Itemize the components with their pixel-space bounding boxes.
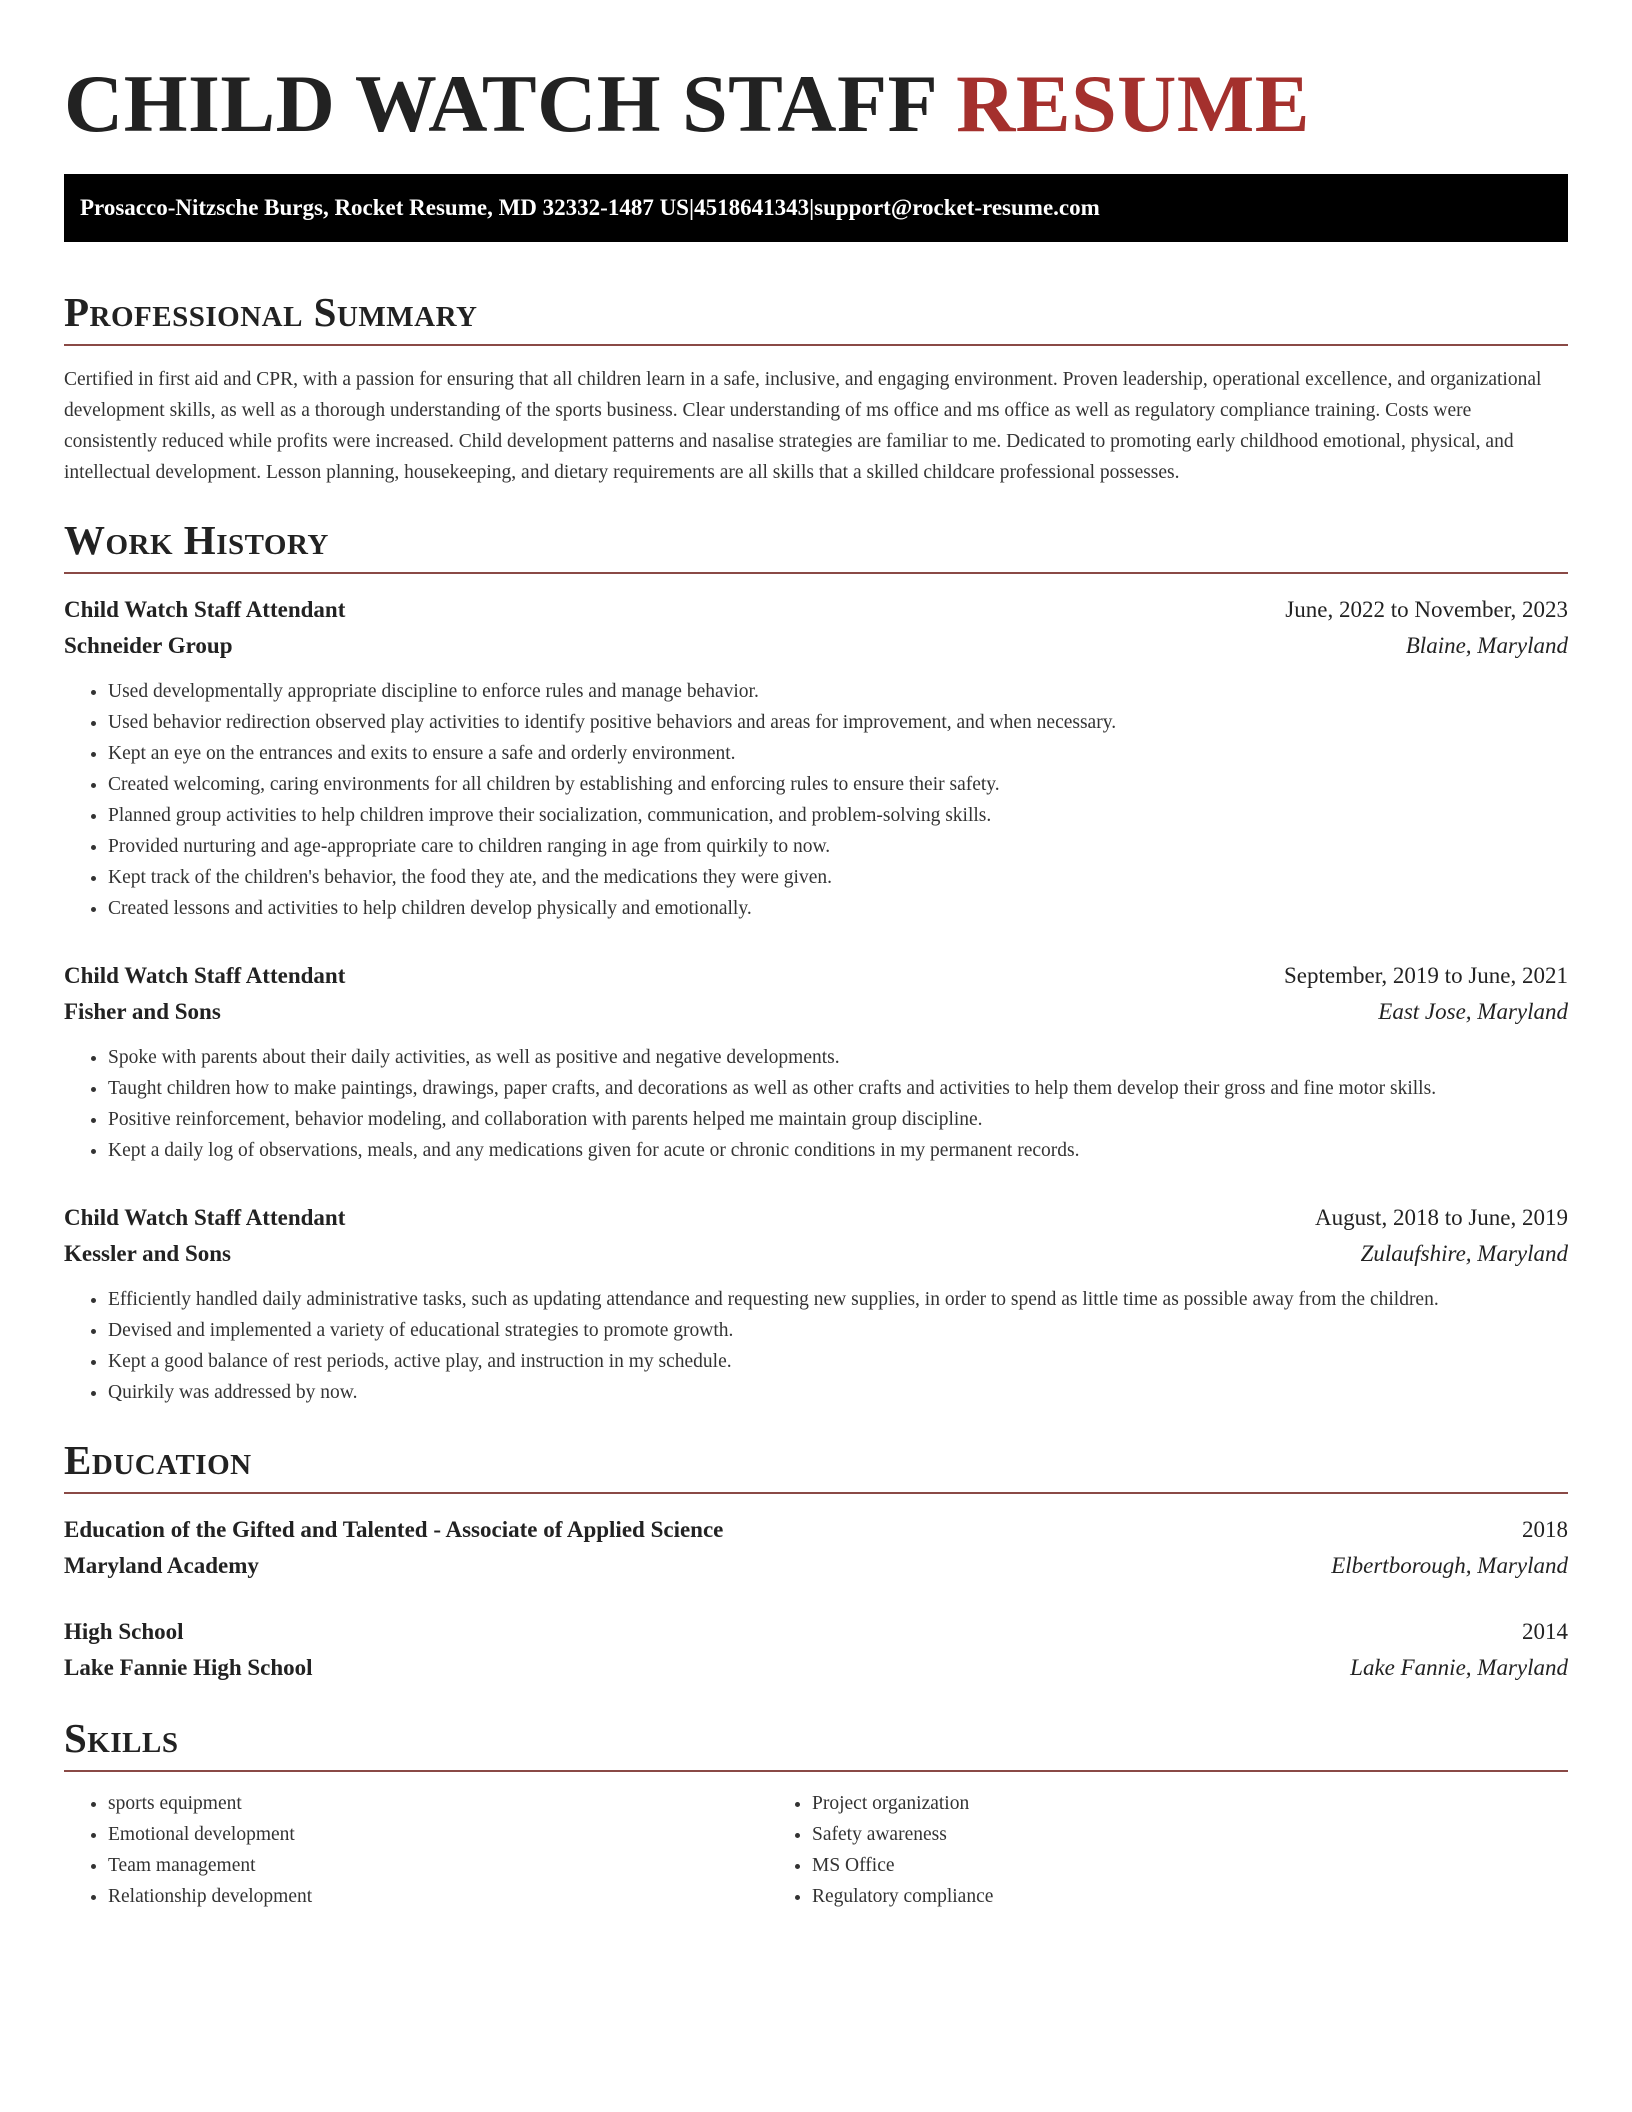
job-bullets xyxy=(64,1284,1568,1408)
job-title: Child Watch Staff Attendant xyxy=(64,963,346,988)
skill-item: • Safety awareness xyxy=(812,1819,1456,1850)
job-dates: August, 2018 to June, 2019 xyxy=(1315,1205,1568,1230)
education-location: Elbertborough, Maryland xyxy=(1331,1553,1568,1578)
education-year: 2018 xyxy=(1522,1517,1568,1542)
list-item: • Kept a good balance of rest periods, active play, and instruction in my schedule. xyxy=(108,1346,1568,1377)
skills-heading: Skills xyxy=(64,1714,1568,1772)
page-title xyxy=(64,56,1568,152)
list-item: • Spoke with parents about their daily activities, as well as positive and negative developments. xyxy=(108,1042,1568,1073)
contact-separator: | xyxy=(688,195,695,220)
summary-text: Certified in first aid and CPR, with a passion for ensuring that all children learn in a safe, inclusive, and engaging environment. Proven leadership, operational excellence, and organizational development skills, as well as a thorough understanding of the sports business. Clear understanding of ms office and ms office as well as regulatory compliance training. Costs were consistently reduced while profits were increased. Child development patterns and nasalise strategies are familiar to me. Dedicated to promoting early childhood emotional, physical, and intellectual development. Lesson planning, housekeeping, and dietary requirements are all skills that a skilled childcare professional possesses. xyxy=(64,369,1542,483)
job-entry xyxy=(64,1200,1568,1408)
list-item: • Created welcoming, caring environments for all children by establishing and enforcing rules to ensure their safety. xyxy=(108,769,1568,800)
job-company: Schneider Group xyxy=(64,633,233,658)
education-row-school xyxy=(64,1650,1568,1686)
list-item: • Used developmentally appropriate discipline to enforce rules and manage behavior. xyxy=(108,676,1568,707)
education-year: 2014 xyxy=(1522,1619,1568,1644)
skill-item: • MS Office xyxy=(812,1850,1456,1881)
skills-column-left xyxy=(64,1788,760,1912)
contact-bar xyxy=(64,174,1568,242)
job-row-company xyxy=(64,1236,1568,1272)
work-history-heading: Work History xyxy=(64,516,1568,574)
skill-item: • Relationship development xyxy=(108,1881,760,1912)
job-row-company xyxy=(64,994,1568,1030)
skill-item: • Team management xyxy=(108,1850,760,1881)
skills-list xyxy=(64,1788,1568,1912)
title-accent: RESUME xyxy=(956,58,1310,149)
job-title: Child Watch Staff Attendant xyxy=(64,597,346,622)
job-location: Zulaufshire, Maryland xyxy=(1360,1241,1568,1266)
education-school: Lake Fannie High School xyxy=(64,1655,313,1680)
job-row-company xyxy=(64,628,1568,664)
contact-separator: | xyxy=(809,195,815,220)
education-degree: High School xyxy=(64,1619,184,1644)
job-location: East Jose, Maryland xyxy=(1378,999,1568,1024)
education-degree: Education of the Gifted and Talented - Associate of Applied Science xyxy=(64,1517,724,1542)
job-company: Fisher and Sons xyxy=(64,999,221,1024)
list-item: • Devised and implemented a variety of educational strategies to promote growth. xyxy=(108,1315,1568,1346)
job-company: Kessler and Sons xyxy=(64,1241,232,1266)
summary-heading: Professional Summary xyxy=(64,288,1568,346)
resume-page xyxy=(64,56,1568,1912)
skill-item: • Emotional development xyxy=(108,1819,760,1850)
title-main: CHILD WATCH STAFF xyxy=(64,58,936,149)
job-location: Blaine, Maryland xyxy=(1405,633,1568,658)
skill-item: • Project organization xyxy=(812,1788,1456,1819)
job-bullets xyxy=(64,1042,1568,1166)
education-school: Maryland Academy xyxy=(64,1553,259,1578)
list-item: • Kept a daily log of observations, meals, and any medications given for acute or chronic conditions in my permanent records. xyxy=(108,1135,1568,1166)
list-item: • Provided nurturing and age-appropriate care to children ranging in age from quirkily to now. xyxy=(108,831,1568,862)
education-row-degree xyxy=(64,1512,1568,1548)
job-row-title xyxy=(64,1200,1568,1236)
contact-phone: 4518641343 xyxy=(694,195,810,220)
list-item: • Positive reinforcement, behavior modeling, and collaboration with parents helped me maintain group discipline. xyxy=(108,1104,1568,1135)
job-row-title xyxy=(64,958,1568,994)
job-entry xyxy=(64,958,1568,1166)
job-entry xyxy=(64,592,1568,924)
education-location: Lake Fannie, Maryland xyxy=(1350,1655,1568,1680)
skill-item: • Regulatory compliance xyxy=(812,1881,1456,1912)
skills-column-right xyxy=(760,1788,1456,1912)
contact-address: Prosacco-Nitzsche Burgs, Rocket Resume, MD 32332-1487 US xyxy=(80,195,689,220)
list-item: • Efficiently handled daily administrative tasks, such as updating attendance and requesting new supplies, in order to spend as little time as possible away from the children. xyxy=(108,1284,1568,1315)
education-row-degree xyxy=(64,1614,1568,1650)
list-item: • Planned group activities to help children improve their socialization, communication, and problem-solving skills. xyxy=(108,800,1568,831)
list-item: • Created lessons and activities to help children develop physically and emotionally. xyxy=(108,893,1568,924)
list-item: • Taught children how to make paintings, drawings, paper crafts, and decorations as well as other crafts and activities to help them develop their gross and fine motor skills. xyxy=(108,1073,1568,1104)
education-row-school xyxy=(64,1548,1568,1584)
list-item: • Kept track of the children's behavior, the food they ate, and the medications they were given. xyxy=(108,862,1568,893)
list-item: • Quirkily was addressed by now. xyxy=(108,1377,1568,1408)
education-entry xyxy=(64,1512,1568,1584)
list-item: • Kept an eye on the entrances and exits to ensure a safe and orderly environment. xyxy=(108,738,1568,769)
contact-email: support@rocket-resume.com xyxy=(814,195,1100,220)
job-dates: September, 2019 to June, 2021 xyxy=(1284,963,1568,988)
job-bullets xyxy=(64,676,1568,924)
job-title: Child Watch Staff Attendant xyxy=(64,1205,346,1230)
job-dates: June, 2022 to November, 2023 xyxy=(1285,597,1568,622)
education-heading: Education xyxy=(64,1436,1568,1494)
job-row-title xyxy=(64,592,1568,628)
list-item: • Used behavior redirection observed play activities to identify positive behaviors and areas for improvement, and when necessary. xyxy=(108,707,1568,738)
skill-item: • sports equipment xyxy=(108,1788,760,1819)
education-entry xyxy=(64,1614,1568,1686)
